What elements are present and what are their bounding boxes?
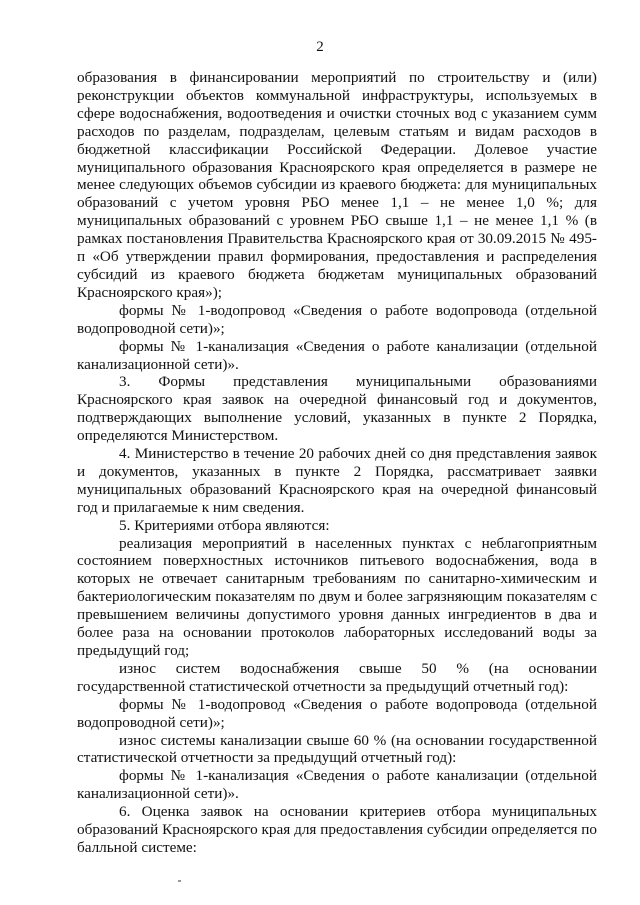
paragraph-financing-share: образования в финансировании мероприятий по строительству и (или) реконструкции объектов коммунальной инфраструктуры, используемых в сфере водоснабжения, водоотведения и очистки сточных вод с указанием сумм расходов по разделам, подразделам, целевым статьям и видам расходов в бюджетной классификации Российской Федерации. Долевое участие муниципального образования Красноярского края определяется в размере не менее следующих объемов субсидии из краевого бюджета: для муниципальных образований с учетом уровня РБО менее 1,1 – не менее 1,0 %; для муниципальных образований с уровнем РБО свыше 1,1 – не менее 1,1 % (в рамках постановления Правительства Красноярского края от 30.09.2015 № 495-п «Об утверждении правил формирования, предоставления и распределения субсидий из краевого бюджета бюджетам муниципальных образований Красноярского края»); xyxy=(77,69,597,301)
paragraph-item-3: 3. Формы представления муниципальными образованиями Красноярского края заявок на очередной финансовый год и документов, подтверждающих выполнение условий, указанных в пункте 2 Порядка, определяются Министерством. xyxy=(77,373,597,445)
paragraph-form-water-supply-2: формы № 1-водопровод «Сведения о работе водопровода (отдельной водопроводной сети)»; xyxy=(77,695,597,731)
document-body xyxy=(77,69,597,857)
scan-speck xyxy=(178,880,181,882)
paragraph-item-4: 4. Министерство в течение 20 рабочих дней со дня представления заявок и документов, указанных в пункте 2 Порядка, рассматривает заявки муниципальных образований Красноярского края на очередной финансовый год и прилагаемые к ним сведения. xyxy=(77,445,597,516)
paragraph-form-water-supply: формы № 1-водопровод «Сведения о работе водопровода (отдельной водопроводной сети)»; xyxy=(77,301,597,337)
page-number: 2 xyxy=(316,39,324,55)
paragraph-criterion-water-quality: реализация мероприятий в населенных пунктах с неблагоприятным состоянием поверхностных источников питьевого водоснабжения, вода в которых не отвечает санитарным требованиям по санитарно-химическим и бактериологическим показателям по двум и более загрязняющим показателям с превышением величины допустимого уровня данных ингредиентов в два и более раза на основании протоколов лабораторных исследований воды за предыдущий год; xyxy=(77,534,597,659)
paragraph-criterion-water-wear: износ систем водоснабжения свыше 50 % (на основании государственной статистической отчетности за предыдущий отчетный год): xyxy=(77,659,597,695)
paragraph-form-sewerage-2: формы № 1-канализация «Сведения о работе канализации (отдельной канализационной сети)». xyxy=(77,767,597,803)
paragraph-form-sewerage: формы № 1-канализация «Сведения о работе канализации (отдельной канализационной сети)». xyxy=(77,337,597,373)
paragraph-item-6: 6. Оценка заявок на основании критериев отбора муниципальных образований Красноярского края для предоставления субсидии определяется по балльной системе: xyxy=(77,803,597,856)
paragraph-item-5: 5. Критериями отбора являются: xyxy=(119,516,330,534)
paragraph-criterion-sewer-wear: износ системы канализации свыше 60 % (на основании государственной статистической отчетности за предыдущий отчетный год): xyxy=(77,731,597,767)
